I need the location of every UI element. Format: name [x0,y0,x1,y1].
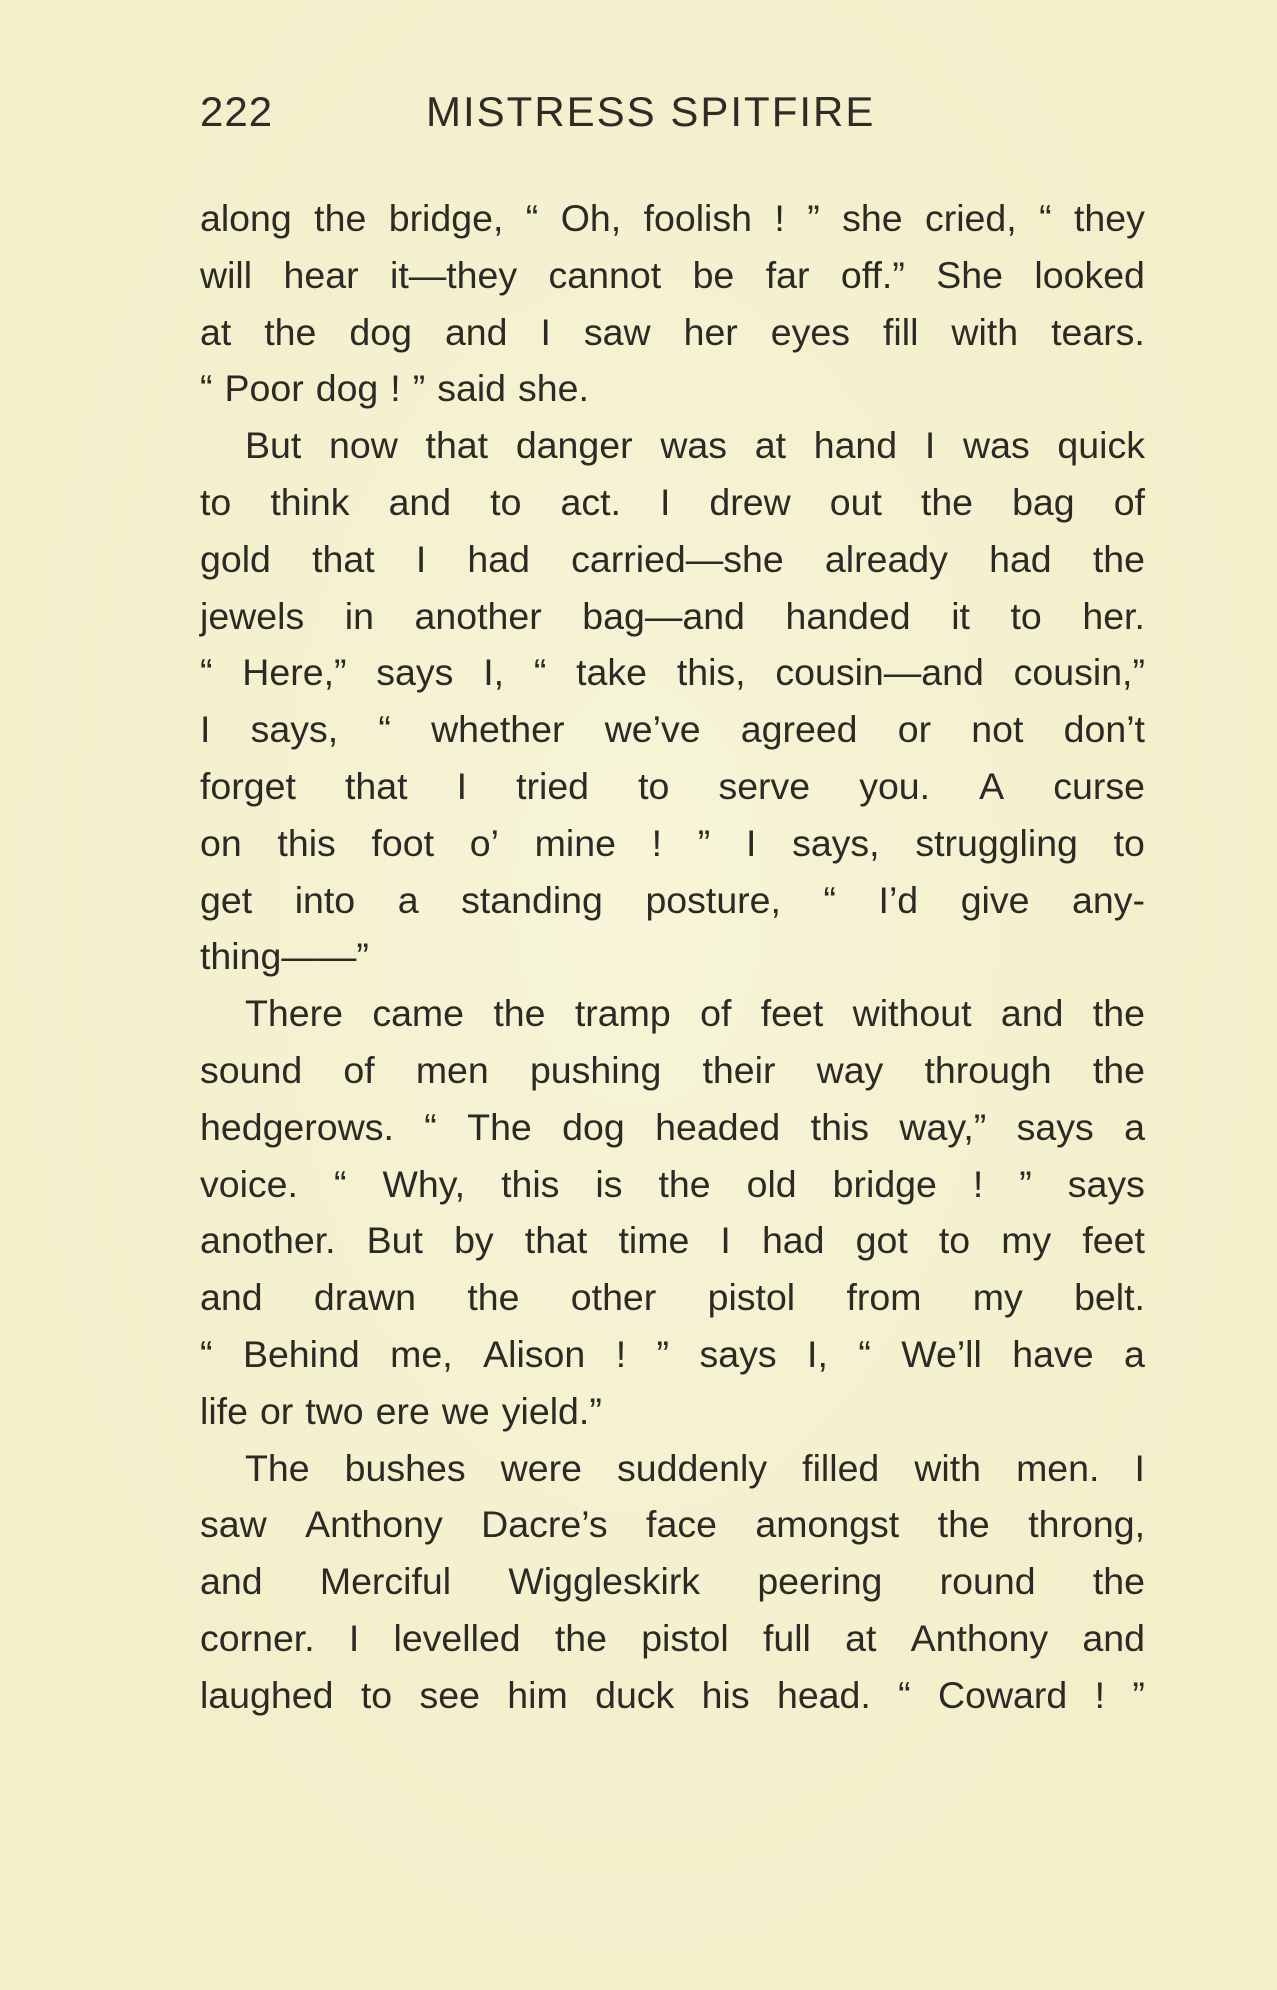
word: that [312,537,375,580]
word: corner. [200,1616,315,1659]
word: I [456,764,468,807]
word: ” [656,1332,670,1375]
word: the [658,1162,711,1205]
word: see [419,1673,480,1716]
word: with [951,310,1019,353]
word: and [1082,1616,1145,1659]
word: a [397,878,419,921]
word: old [746,1162,797,1205]
text-line [200,474,1145,531]
word: tried [516,764,590,807]
word: struggling [915,821,1078,864]
word: Oh, [560,197,622,239]
word: ! [390,367,401,410]
word: bag—and [582,594,745,637]
word: looked [1034,253,1145,296]
word: Wiggleskirk [508,1560,701,1603]
word: she. [518,367,589,410]
word: Merciful [319,1560,452,1603]
word: along [200,197,292,239]
word: “ [1039,197,1052,239]
word: into [294,878,356,921]
word: the [1092,537,1145,580]
word: hedgerows. [200,1105,394,1148]
word: it [951,594,970,637]
word: carried—she [571,537,784,580]
word: pistol [707,1276,796,1319]
word: filled [802,1446,880,1489]
word: we [441,1389,490,1432]
word: we’ve [604,708,701,751]
word: feet [1082,1219,1145,1262]
running-head [200,88,1145,144]
word: forget [200,764,296,807]
word: his [701,1673,750,1716]
word: A [979,764,1005,807]
word: her. [1082,594,1145,637]
word: Behind [242,1332,360,1375]
word: But [245,424,302,467]
word: “ [200,651,213,694]
word: got [855,1219,908,1262]
word: I [659,480,671,523]
word: bridge [832,1162,937,1205]
word: pistol [641,1616,729,1659]
word: levelled [393,1616,521,1659]
word: tramp [574,992,671,1035]
word: was [660,424,727,467]
word: the [467,1276,520,1319]
word: Poor [224,367,304,410]
word: “ [858,1332,871,1375]
word: and [200,1560,263,1603]
text-line [200,1099,1145,1156]
word: She [936,253,1003,296]
word: says [1016,1105,1094,1148]
word: ” [1132,1673,1145,1716]
text-line [200,247,1145,304]
word: I [745,821,757,864]
word: bag [1012,480,1075,523]
word: or [259,1389,294,1432]
word: and [200,1276,263,1319]
word: with [914,1446,982,1489]
word: I, [807,1332,828,1375]
word: foolish [643,197,752,239]
word: and [444,310,508,353]
word: cried, [924,197,1017,239]
word: danger [515,424,633,467]
word: her [683,310,738,353]
word: gold [200,537,271,580]
word: quick [1057,424,1145,467]
word: I [924,424,936,467]
word: to [360,1673,393,1716]
text-line [200,1212,1145,1269]
word: be [692,253,735,296]
word: my [1001,1219,1052,1262]
word: the [1092,1560,1145,1603]
text-line [200,758,1145,815]
word: drawn [313,1276,417,1319]
word: and [388,480,452,523]
word: the [264,310,317,353]
text-line [200,872,1145,929]
word: out [829,480,882,523]
word: voice. [200,1162,298,1205]
word: bushes [344,1446,466,1489]
word: Why, [382,1162,466,1205]
text-line [200,417,1145,474]
word: There [245,992,343,1035]
word: says [376,651,454,694]
word: curse [1053,764,1145,807]
word: Dacre’s [481,1503,608,1546]
text-line [200,1042,1145,1099]
word: from [846,1276,922,1319]
word: this [810,1105,870,1148]
text-line [200,1496,1145,1553]
word: to [200,480,232,523]
word: ! [615,1332,627,1375]
text-line [200,531,1145,588]
word: were [500,1446,582,1489]
word: the [1092,1048,1145,1091]
word: think [270,480,350,523]
word: saw [200,1503,267,1546]
word: she [842,197,903,239]
word: their [702,1048,776,1091]
word: o’ [469,821,499,864]
word: to [490,480,522,523]
word: off.” [840,253,905,296]
text-line [200,1440,1145,1497]
word: that [425,424,489,467]
word: Here,” [242,651,347,694]
word: says, [250,708,339,751]
word: drew [709,480,791,523]
word: to [1113,821,1145,864]
word: this [501,1162,560,1205]
word: But [366,1219,423,1262]
word: a [1124,1332,1145,1375]
word: dog [349,310,412,353]
word: or [897,708,932,751]
word: agreed [740,708,858,751]
word: you. [859,764,931,807]
text-line [200,1610,1145,1667]
word: other [570,1276,657,1319]
word: thing——” [200,935,369,978]
word: far [765,253,810,296]
word: ” [412,367,426,410]
word: ! [774,197,785,239]
word: bridge, [388,197,504,239]
word: I [1134,1446,1145,1489]
word: handed [785,594,911,637]
word: ” [1019,1162,1032,1205]
word: to [938,1219,971,1262]
word: I [540,310,551,353]
word: had [761,1219,825,1262]
word: men [415,1048,489,1091]
word: way,” [899,1105,987,1148]
word: jewels [200,594,305,637]
word: tears. [1051,310,1145,353]
word: “ [200,1332,213,1375]
word: had [467,537,530,580]
word: feet [760,992,824,1035]
body-text [200,190,1145,1724]
word: cousin—and [775,651,984,694]
word: to [1010,594,1042,637]
word: ” [807,197,820,239]
word: Anthony [305,1503,443,1546]
word: a [1124,1105,1145,1148]
word: says, [792,821,880,864]
word: act. [560,480,621,523]
word: to [638,764,670,807]
text-line [200,588,1145,645]
word: “ [378,708,391,751]
word: eyes [770,310,850,353]
word: give [960,878,1030,921]
word: “ [424,1105,437,1148]
word: of [1113,480,1145,523]
word: get [200,878,253,921]
word: ! [651,821,663,864]
word: came [372,992,465,1035]
word: and [1000,992,1064,1035]
word: mine [534,821,616,864]
word: I [348,1616,360,1659]
word: said [437,367,507,410]
word: foot [371,821,435,864]
word: throng, [1028,1503,1145,1546]
word: don’t [1063,708,1145,751]
word: ! [972,1162,984,1205]
word: headed [655,1105,781,1148]
word: the [920,480,974,523]
word: through [924,1048,1052,1091]
word: the [314,197,367,239]
word: The [467,1105,532,1148]
word: without [852,992,972,1035]
word: men. [1016,1446,1100,1489]
word: in [344,594,374,637]
word: another [414,594,542,637]
word: cannot [548,253,662,296]
word: that [524,1219,588,1262]
text-line [200,1156,1145,1213]
text-line [200,1383,1145,1440]
word: this [277,821,336,864]
word: not [971,708,1024,751]
word: by [454,1219,494,1262]
word: ! [1094,1673,1106,1716]
word: any- [1072,878,1145,921]
word: round [939,1560,1036,1603]
word: two [305,1389,364,1432]
running-title: MISTRESS SPITFIRE [426,88,876,135]
word: at [200,310,232,353]
word: me, [390,1332,453,1375]
word: on [200,821,242,864]
word: “ [898,1673,911,1716]
page-number: 222 [200,88,274,135]
word: amongst [755,1503,900,1546]
word: saw [583,310,651,353]
word: the [1092,992,1145,1035]
word: face [646,1503,717,1546]
word: “ [525,197,539,239]
word: him [507,1673,568,1716]
word: suddenly [616,1446,768,1489]
word: yield.” [501,1389,602,1432]
word: cousin,” [1013,651,1145,694]
word: my [972,1276,1023,1319]
word: will [200,253,253,296]
word: had [989,537,1052,580]
word: hear [283,253,359,296]
word: Alison [483,1332,586,1375]
text-line [200,1326,1145,1383]
word: they [1074,197,1145,239]
word: way [816,1048,884,1091]
word: posture, [645,878,781,921]
word: fill [882,310,919,353]
text-line [200,1269,1145,1326]
word: “ [533,651,547,694]
word: take [576,651,648,694]
word: this, [676,651,746,694]
word: the [493,992,546,1035]
word: I [720,1219,731,1262]
word: “ [333,1162,347,1205]
text-line [200,360,1145,417]
word: sound [200,1048,303,1091]
word: that [344,764,408,807]
word: now [329,424,398,467]
text-line [200,815,1145,872]
word: full [762,1616,811,1659]
word: have [1012,1332,1094,1375]
text-line [200,190,1145,247]
text-line [200,1553,1145,1610]
word: the [554,1616,607,1659]
word: time [618,1219,690,1262]
word: I’d [878,878,919,921]
word: another. [200,1219,336,1262]
word: it—they [389,253,518,296]
word: was [963,424,1030,467]
word: “ [823,878,836,921]
word: of [700,992,732,1035]
word: head. [776,1673,871,1716]
word: is [595,1162,623,1205]
text-line [200,1667,1145,1724]
word: “ [200,367,213,410]
word: peering [757,1560,883,1603]
word: the [937,1503,990,1546]
word: ” [697,821,711,864]
word: dog [562,1105,625,1148]
word: I [200,708,211,751]
word: already [824,537,948,580]
word: I, [483,651,505,694]
word: of [343,1048,375,1091]
word: says [1067,1162,1145,1205]
word: serve [718,764,811,807]
word: laughed [200,1673,334,1716]
text-line [200,985,1145,1042]
word: standing [461,878,603,921]
word: Anthony [910,1616,1049,1659]
word: belt. [1074,1276,1145,1319]
text-line [200,701,1145,758]
word: ere [375,1389,430,1432]
text-line [200,644,1145,701]
text-line [200,928,1145,985]
text-line [200,304,1145,361]
word: duck [595,1673,675,1716]
word: I [415,537,427,580]
word: life [200,1389,248,1432]
word: The [245,1446,310,1489]
word: Coward [938,1673,1068,1716]
word: at [845,1616,877,1659]
word: pushing [529,1048,662,1091]
word: We’ll [901,1332,982,1375]
word: whether [431,708,565,751]
word: hand [813,424,898,467]
word: says [699,1332,777,1375]
word: dog [315,367,379,410]
word: at [754,424,786,467]
